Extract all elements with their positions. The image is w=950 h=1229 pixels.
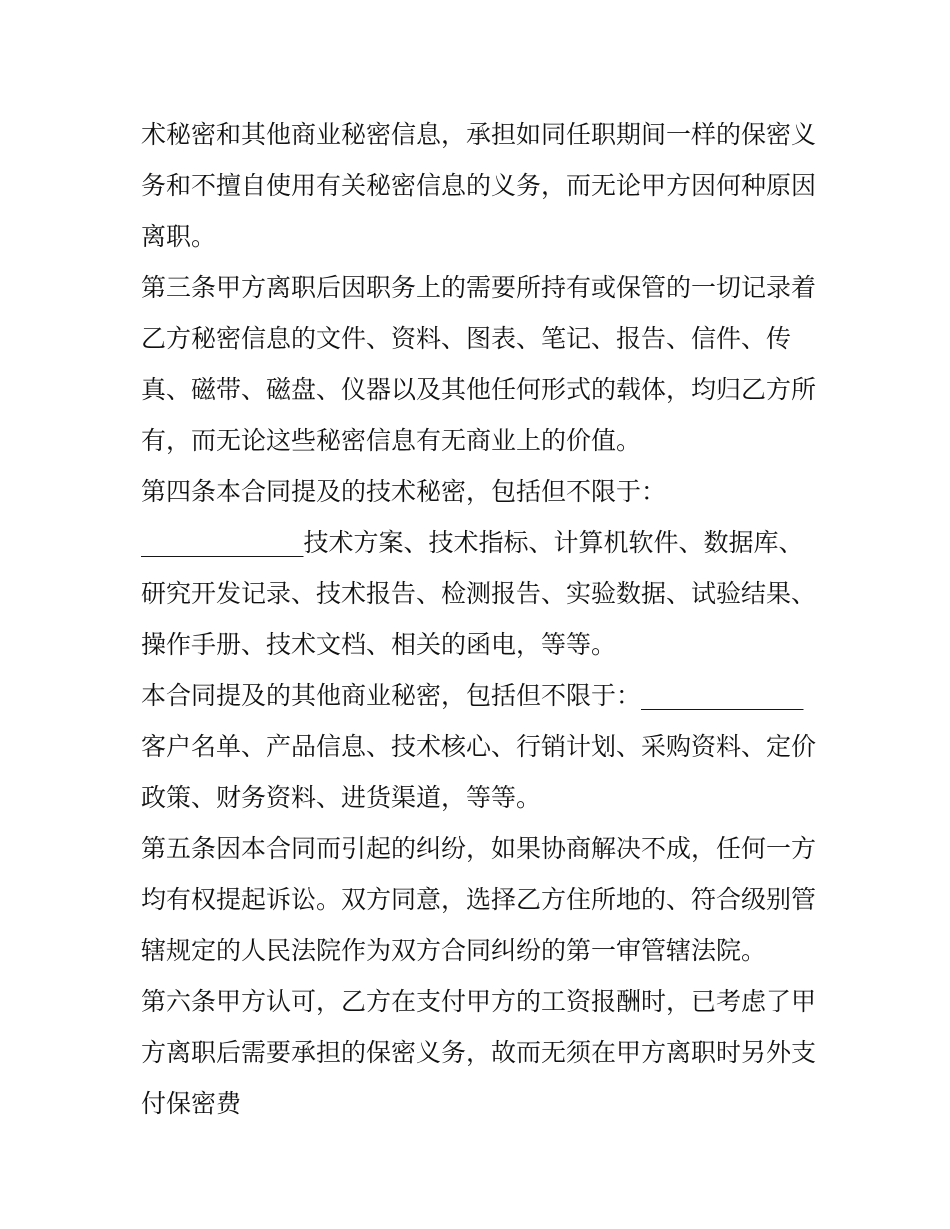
text-line: 真、磁带、磁盘、仪器以及其他任何形式的载体，均归乙方所 bbox=[141, 375, 817, 404]
text-line: _____________技术方案、技术指标、计算机软件、数据库、 bbox=[141, 528, 804, 557]
text-line: 术秘密和其他商业秘密信息，承担如同任职期间一样的保密义 bbox=[141, 120, 817, 149]
contract-body-text bbox=[141, 109, 821, 1129]
text-line: 有，而无论这些秘密信息有无商业上的价值。 bbox=[141, 426, 642, 455]
text-line: 乙方秘密信息的文件、资料、图表、笔记、报告、信件、传 bbox=[141, 324, 792, 353]
text-line: 研究开发记录、技术报告、检测报告、实验数据、试验结果、 bbox=[141, 579, 817, 608]
text-line: 操作手册、技术文档、相关的函电，等等。 bbox=[141, 630, 617, 659]
text-line: 方离职后需要承担的保密义务，故而无须在甲方离职时另外支 bbox=[141, 1038, 817, 1067]
text-line: 第五条因本合同而引起的纠纷，如果协商解决不成，任何一方 bbox=[141, 834, 817, 863]
text-line: 务和不擅自使用有关秘密信息的义务，而无论甲方因何种原因 bbox=[141, 171, 817, 200]
text-line: 付保密费 bbox=[141, 1089, 242, 1118]
text-line: 均有权提起诉讼。双方同意，选择乙方住所地的、符合级别管 bbox=[141, 885, 817, 914]
text-line: 辖规定的人民法院作为双方合同纠纷的第一审管辖法院。 bbox=[141, 936, 767, 965]
text-line: 本合同提及的其他商业秘密，包括但不限于：_____________ bbox=[141, 681, 804, 710]
text-line: 离职。 bbox=[141, 222, 217, 251]
text-line: 第六条甲方认可，乙方在支付甲方的工资报酬时，已考虑了甲 bbox=[141, 987, 817, 1016]
text-line: 客户名单、产品信息、技术核心、行销计划、采购资料、定价 bbox=[141, 732, 817, 761]
text-line: 政策、财务资料、进货渠道，等等。 bbox=[141, 783, 542, 812]
text-line: 第三条甲方离职后因职务上的需要所持有或保管的一切记录着 bbox=[141, 273, 817, 302]
text-line: 第四条本合同提及的技术秘密，包括但不限于： bbox=[141, 477, 667, 506]
